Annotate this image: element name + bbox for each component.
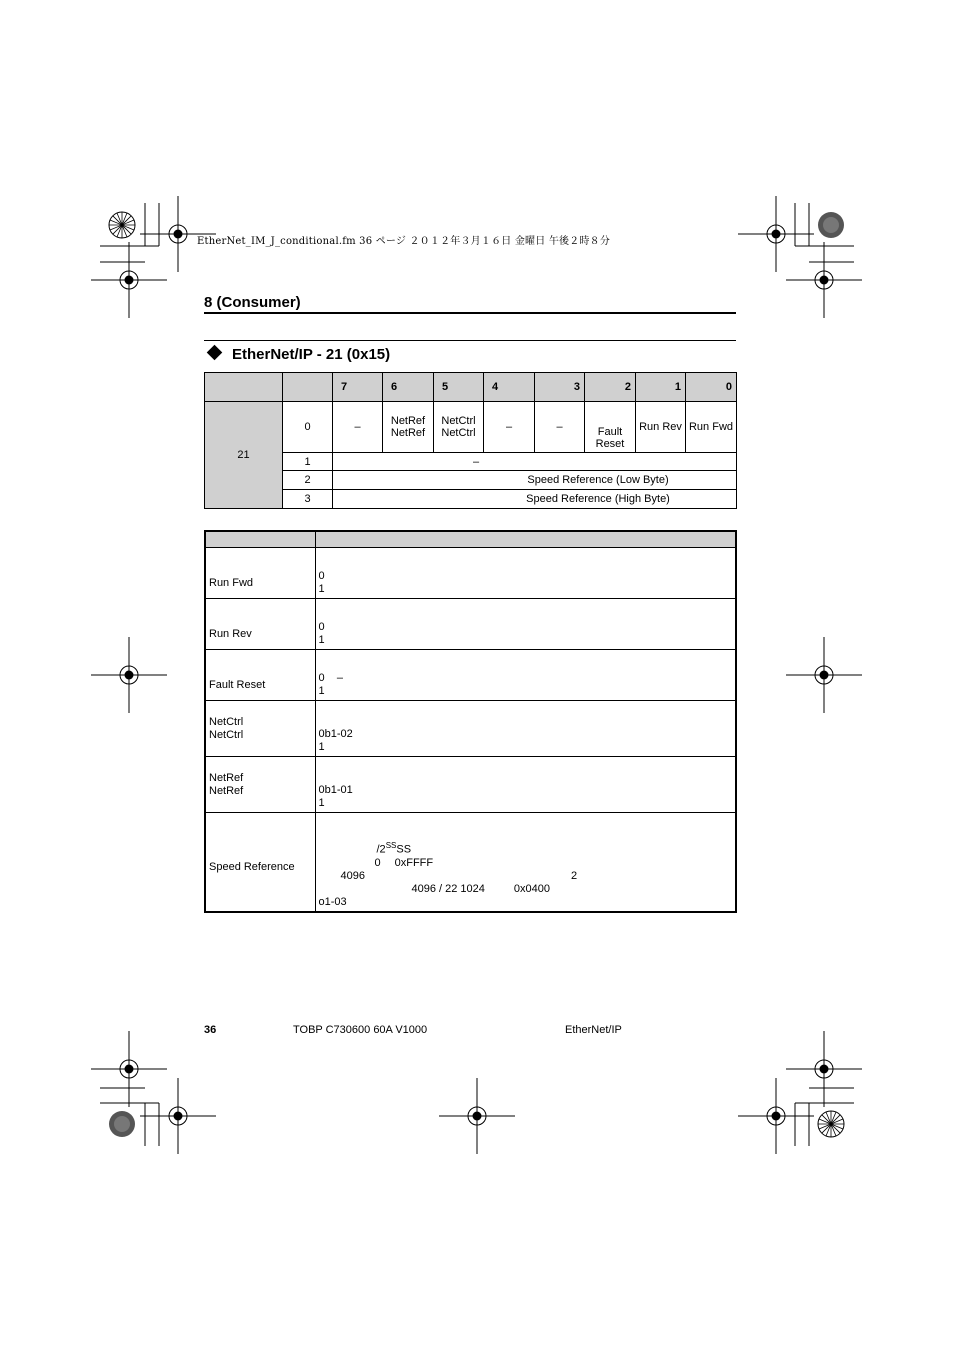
netref-name — [205, 756, 315, 812]
diamond-bullet-icon — [207, 345, 223, 361]
run-fwd-line-0: 0 — [318, 569, 325, 582]
byte-3-cell: 3 — [283, 490, 333, 509]
product-name: EtherNet/IP — [565, 1024, 622, 1036]
run-fwd-name: Run Fwd — [205, 547, 315, 598]
bit-6-cell — [383, 402, 434, 453]
run-rev-name: Run Rev — [205, 598, 315, 649]
netctrl-line-0: 0b1-02 — [318, 727, 353, 740]
table-row — [205, 547, 736, 598]
subsection-title — [206, 346, 390, 363]
netctrl-name-line-0: NetCtrl — [209, 715, 244, 728]
speed-line-1-b: SS — [396, 844, 412, 856]
table-row — [205, 649, 736, 700]
bit-6-line-1: NetRef — [390, 415, 426, 427]
byte-3-row — [205, 490, 737, 509]
section-rule — [204, 312, 736, 314]
speed-reference-row — [205, 812, 736, 912]
subsection-rule — [204, 340, 736, 341]
fault-reset-line-1: 1 — [318, 684, 325, 697]
byte-3-value: Speed Reference (High Byte) — [333, 490, 737, 509]
instance-header-cell — [205, 373, 283, 402]
run-rev-values — [315, 598, 736, 649]
byte-0-cell: 0 — [283, 402, 333, 453]
byte-1-cell: 1 — [283, 453, 333, 471]
bit-4-header: 4 — [484, 373, 535, 402]
netref-line-0: 0b1-01 — [318, 783, 353, 796]
netctrl-name — [205, 700, 315, 756]
speed-line-5: o1-03 — [318, 896, 347, 908]
description-header-row — [205, 531, 736, 547]
netctrl-line-1: 1 — [318, 740, 325, 753]
speed-line-1 — [319, 839, 733, 857]
bit-5-header: 5 — [434, 373, 484, 402]
bit-1-header: 1 — [636, 373, 686, 402]
run-rev-line-1: 1 — [318, 633, 325, 646]
page-number: 36 — [204, 1024, 217, 1036]
file-info-header: EtherNet_IM_J_conditional.fm 36 ページ ２０１２年３月１６日 金曜日 午後２時８分 — [197, 236, 611, 247]
table-row — [205, 700, 736, 756]
speed-line-1-a: /2 — [376, 844, 386, 856]
netref-values — [315, 756, 736, 812]
fault-reset-name: Fault Reset — [205, 649, 315, 700]
speed-line-4-b: 0x0400 — [513, 883, 550, 895]
content-header-cell — [315, 531, 736, 547]
fault-reset-values — [315, 649, 736, 700]
instance-cell: 21 — [205, 402, 283, 509]
bit-3-header: 3 — [535, 373, 585, 402]
bit-0-header: 0 — [686, 373, 737, 402]
bit-0-cell: Run Fwd — [686, 402, 737, 453]
netctrl-name-line-1: NetCtrl — [209, 728, 244, 741]
bit-3-cell: – — [535, 402, 585, 453]
byte-1-row — [205, 453, 737, 471]
bit-5-line-2: NetCtrl — [441, 427, 476, 439]
netref-name-line-1: NetRef — [209, 784, 244, 797]
bit-5-line-1: NetCtrl — [441, 415, 476, 427]
bit-2-header: 2 — [585, 373, 636, 402]
section-title: 8 (Consumer) — [204, 294, 301, 311]
bit-assignment-table — [204, 372, 737, 509]
byte-2-cell: 2 — [283, 471, 333, 490]
speed-line-4-a: 4096 / 22 1024 — [411, 883, 485, 895]
speed-line-3-a: 4096 — [340, 870, 365, 882]
bit-6-line-2: NetRef — [390, 427, 426, 439]
bit-2-cell — [585, 402, 636, 453]
subsection-title-text: EtherNet/IP - 21 (0x15) — [232, 346, 391, 363]
speed-line-4 — [319, 883, 733, 896]
speed-line-3-b: 2 — [570, 870, 578, 882]
bit-2-line-2: Reset — [595, 438, 625, 450]
bit-1-cell: Run Rev — [636, 402, 686, 453]
document-code: TOBP C730600 60A V1000 — [293, 1024, 428, 1036]
speed-line-3 — [319, 870, 733, 883]
run-rev-line-0: 0 — [318, 620, 325, 633]
name-header-cell — [205, 531, 315, 547]
bit-6-header: 6 — [383, 373, 434, 402]
byte-2-row — [205, 471, 737, 490]
bit-2-line-1: Fault — [597, 426, 623, 438]
run-fwd-line-1: 1 — [318, 582, 325, 595]
netref-line-1: 1 — [318, 796, 325, 809]
speed-reference-name: Speed Reference — [205, 812, 315, 912]
byte-0-row — [205, 402, 737, 453]
byte-1-value: – — [333, 453, 737, 471]
speed-line-2 — [319, 857, 733, 870]
speed-line-2-b: 0xFFFF — [394, 857, 434, 869]
speed-line-1-sup: SS — [385, 841, 397, 851]
bit-header-row — [205, 373, 737, 402]
speed-line-2-a: 0 — [374, 857, 381, 869]
fault-reset-line-0: 0 – — [318, 671, 343, 684]
bit-7-header: 7 — [333, 373, 383, 402]
bit-4-cell: – — [484, 402, 535, 453]
table-row — [205, 756, 736, 812]
bit-5-cell — [434, 402, 484, 453]
bit-7-cell: – — [333, 402, 383, 453]
description-table — [204, 530, 737, 913]
speed-reference-values — [315, 812, 736, 912]
run-fwd-values — [315, 547, 736, 598]
netctrl-values — [315, 700, 736, 756]
table-row — [205, 598, 736, 649]
byte-2-value: Speed Reference (Low Byte) — [333, 471, 737, 490]
byte-header-cell — [283, 373, 333, 402]
netref-name-line-0: NetRef — [209, 771, 244, 784]
